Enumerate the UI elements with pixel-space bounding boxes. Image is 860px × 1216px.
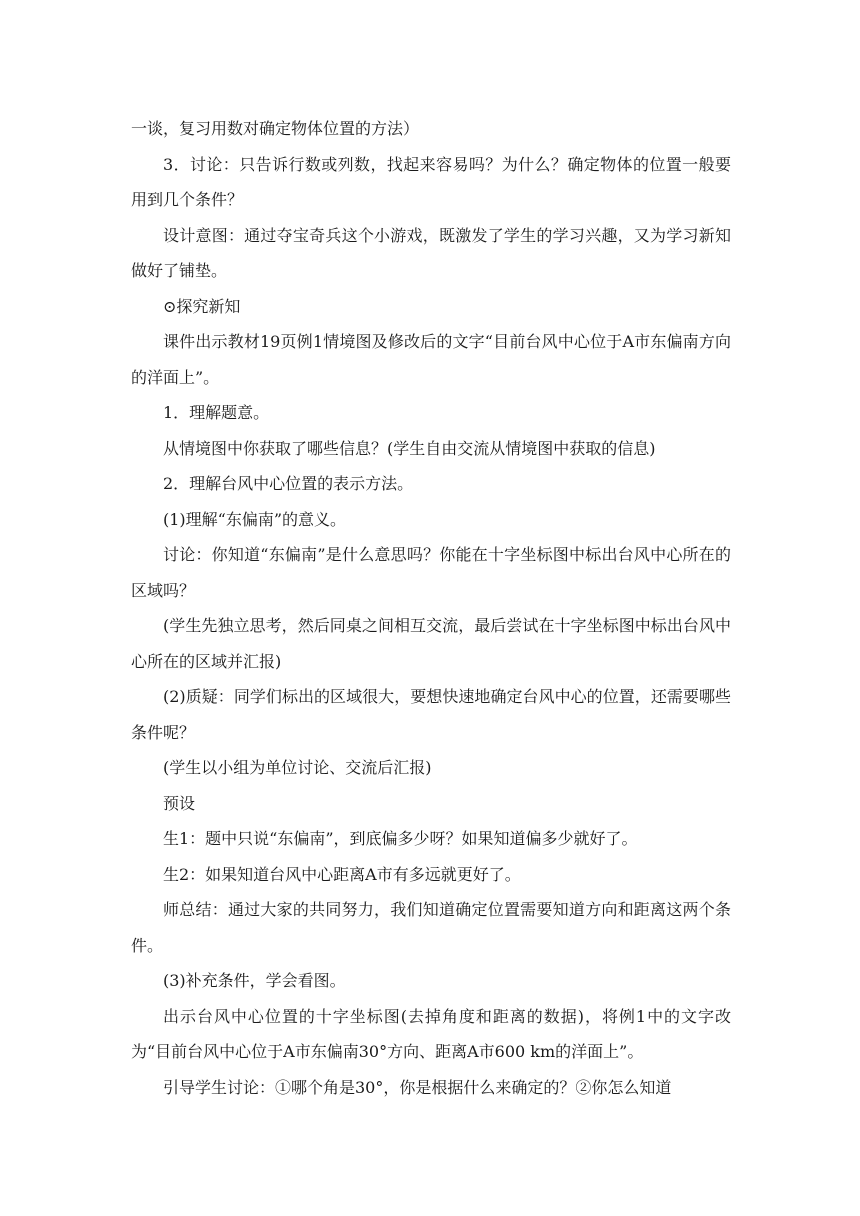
paragraph: 3．讨论：只告诉行数或列数，找起来容易吗？为什么？确定物体的位置一般要用到几个条件？ [131,154,731,209]
paragraph: 设计意图：通过夺宝奇兵这个小游戏，既激发了学生的学习兴趣，又为学习新知做好了铺垫。 [131,225,731,280]
paragraph: 一谈，复习用数对确定物体位置的方法） [131,119,420,138]
paragraph: (学生先独立思考，然后同桌之间相互交流，最后尝试在十字坐标图中标出台风中心所在的区域并汇报) [131,616,731,671]
paragraph: 讨论：你知道“东偏南”是什么意思吗？你能在十字坐标图中标出台风中心所在的区域吗？ [131,545,731,600]
section-heading: ⊙探究新知 [163,296,241,316]
paragraph: 2．理解台风中心位置的表示方法。 [163,474,414,493]
paragraph: (1)理解“东偏南”的意义。 [163,509,347,529]
paragraph: (3)补充条件，学会看图。 [163,971,346,990]
paragraph: 课件出示教材19页例1情境图及修改后的文字“目前台风中心位于A市东偏南方向的洋面上”。 [131,332,731,387]
paragraph: 生1：题中只说“东偏南”，到底偏多少呀？如果知道偏多少就好了。 [163,829,638,848]
paragraph: 出示台风中心位置的十字坐标图(去掉角度和距离的数据)，将例1中的文字改为“目前台风中心位于A市东偏南30°方向、距离A市600 km的洋面上”。 [131,1006,731,1061]
paragraph: (学生以小组为单位讨论、交流后汇报) [163,758,432,777]
paragraph: 从情境图中你获取了哪些信息？(学生自由交流从情境图中获取的信息) [163,438,656,458]
paragraph: 1．理解题意。 [163,403,270,422]
paragraph: 引导学生讨论：①哪个角是30°，你是根据什么来确定的？②你怎么知道 [163,1077,672,1097]
document-body [131,111,731,1105]
paragraph: 生2：如果知道台风中心距离A市有多远就更好了。 [163,864,521,884]
paragraph: 预设 [163,793,196,813]
paragraph: (2)质疑：同学们标出的区域很大，要想快速地确定台风中心的位置，还需要哪些条件呢？ [131,687,731,742]
paragraph: 师总结：通过大家的共同努力，我们知道确定位置需要知道方向和距离这两个条件。 [131,900,731,955]
